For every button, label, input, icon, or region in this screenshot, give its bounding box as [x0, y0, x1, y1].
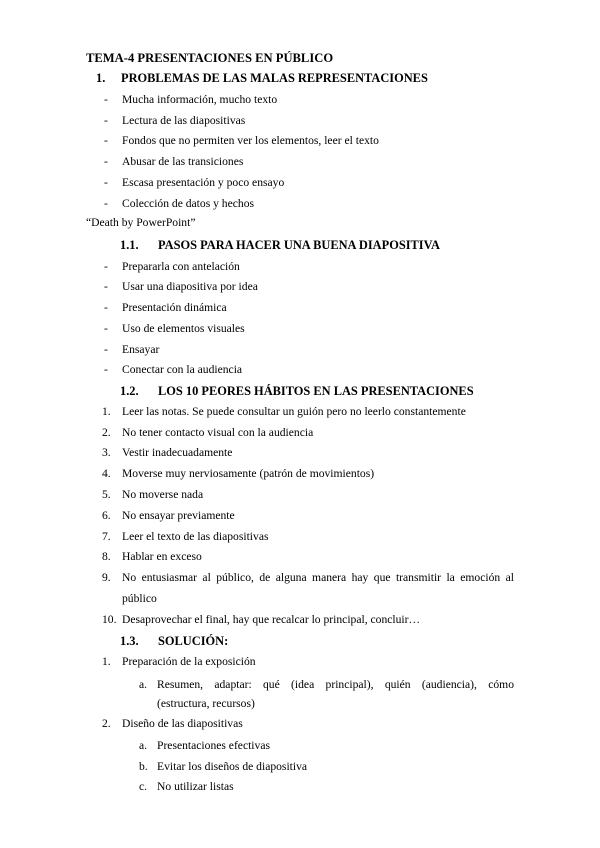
- list-item: Desaprovechar el final, hay que recalcar lo principal, concluir…: [122, 613, 421, 626]
- list-item: Fondos que no permiten ver los elementos, leer el texto: [122, 134, 379, 147]
- subsection-heading: LOS 10 PEORES HÁBITOS EN LAS PRESENTACIONES: [158, 384, 474, 398]
- quote-text: “Death by PowerPoint”: [86, 216, 196, 229]
- list-item: Leer el texto de las diapositivas: [122, 530, 269, 543]
- bullet-dash: -: [104, 301, 108, 314]
- list-number: 4.: [102, 467, 111, 480]
- bullet-dash: -: [104, 260, 108, 273]
- list-number: 10.: [102, 613, 117, 626]
- list-item: Lectura de las diapositivas: [122, 114, 246, 127]
- list-item: Uso de elementos visuales: [122, 322, 245, 335]
- bullet-dash: -: [104, 322, 108, 335]
- sublist-letter: b.: [139, 760, 148, 773]
- list-number: 2.: [102, 426, 111, 439]
- list-item: Mucha información, mucho texto: [122, 93, 278, 106]
- list-item: No entusiasmar al público, de alguna manera hay que transmitir la emoción al: [122, 571, 514, 584]
- sublist-letter: c.: [139, 780, 148, 793]
- list-item: No moverse nada: [122, 488, 204, 501]
- list-item: Prepararla con antelación: [122, 260, 240, 273]
- document-title: TEMA-4 PRESENTACIONES EN PÚBLICO: [86, 51, 334, 65]
- list-item: Ensayar: [122, 343, 160, 356]
- sublist-letter: a.: [139, 678, 148, 691]
- sublist-item: Presentaciones efectivas: [157, 739, 270, 752]
- bullet-dash: -: [104, 363, 108, 376]
- list-item: Presentación dinámica: [122, 301, 227, 314]
- list-item-continuation: público: [122, 592, 157, 605]
- list-number: 9.: [102, 571, 111, 584]
- bullet-dash: -: [104, 280, 108, 293]
- list-number: 8.: [102, 550, 111, 563]
- subsection-heading: SOLUCIÓN:: [158, 634, 229, 648]
- list-item: Abusar de las transiciones: [122, 155, 244, 168]
- list-item: Conectar con la audiencia: [122, 363, 243, 376]
- subsection-number: 1.2.: [120, 384, 139, 398]
- list-item: No ensayar previamente: [122, 509, 235, 522]
- subsection-number: 1.1.: [120, 238, 139, 252]
- list-item: Colección de datos y hechos: [122, 197, 255, 210]
- list-number: 2.: [102, 717, 111, 730]
- list-item: Escasa presentación y poco ensayo: [122, 176, 285, 189]
- list-number: 1.: [102, 405, 111, 418]
- list-item: Diseño de las diapositivas: [122, 717, 243, 730]
- list-number: 3.: [102, 446, 111, 459]
- list-item: Moverse muy nerviosamente (patrón de movimientos): [122, 467, 375, 480]
- list-number: 1.: [102, 655, 111, 668]
- list-item: Vestir inadecuadamente: [122, 446, 233, 459]
- list-item: Usar una diapositiva por idea: [122, 280, 258, 293]
- sublist-item: No utilizar listas: [157, 780, 234, 793]
- bullet-dash: -: [104, 93, 108, 106]
- sublist-item: Evitar los diseños de diapositiva: [157, 760, 308, 773]
- bullet-dash: -: [104, 114, 108, 127]
- section-number: 1.: [96, 71, 106, 85]
- section-heading: PROBLEMAS DE LAS MALAS REPRESENTACIONES: [121, 71, 428, 85]
- bullet-dash: -: [104, 343, 108, 356]
- sublist-item-continuation: (estructura, recursos): [157, 697, 255, 710]
- bullet-dash: -: [104, 134, 108, 147]
- sublist-letter: a.: [139, 739, 148, 752]
- list-item: Hablar en exceso: [122, 550, 202, 563]
- list-number: 7.: [102, 530, 111, 543]
- bullet-dash: -: [104, 197, 108, 210]
- subsection-number: 1.3.: [120, 634, 139, 648]
- subsection-heading: PASOS PARA HACER UNA BUENA DIAPOSITIVA: [158, 238, 440, 252]
- list-number: 6.: [102, 509, 111, 522]
- list-number: 5.: [102, 488, 111, 501]
- list-item: Preparación de la exposición: [122, 655, 256, 668]
- bullet-dash: -: [104, 155, 108, 168]
- list-item: No tener contacto visual con la audiencia: [122, 426, 314, 439]
- list-item: Leer las notas. Se puede consultar un guión pero no leerlo constantemente: [122, 405, 466, 418]
- sublist-item: Resumen, adaptar: qué (idea principal), quién (audiencia), cómo: [157, 678, 514, 691]
- bullet-dash: -: [104, 176, 108, 189]
